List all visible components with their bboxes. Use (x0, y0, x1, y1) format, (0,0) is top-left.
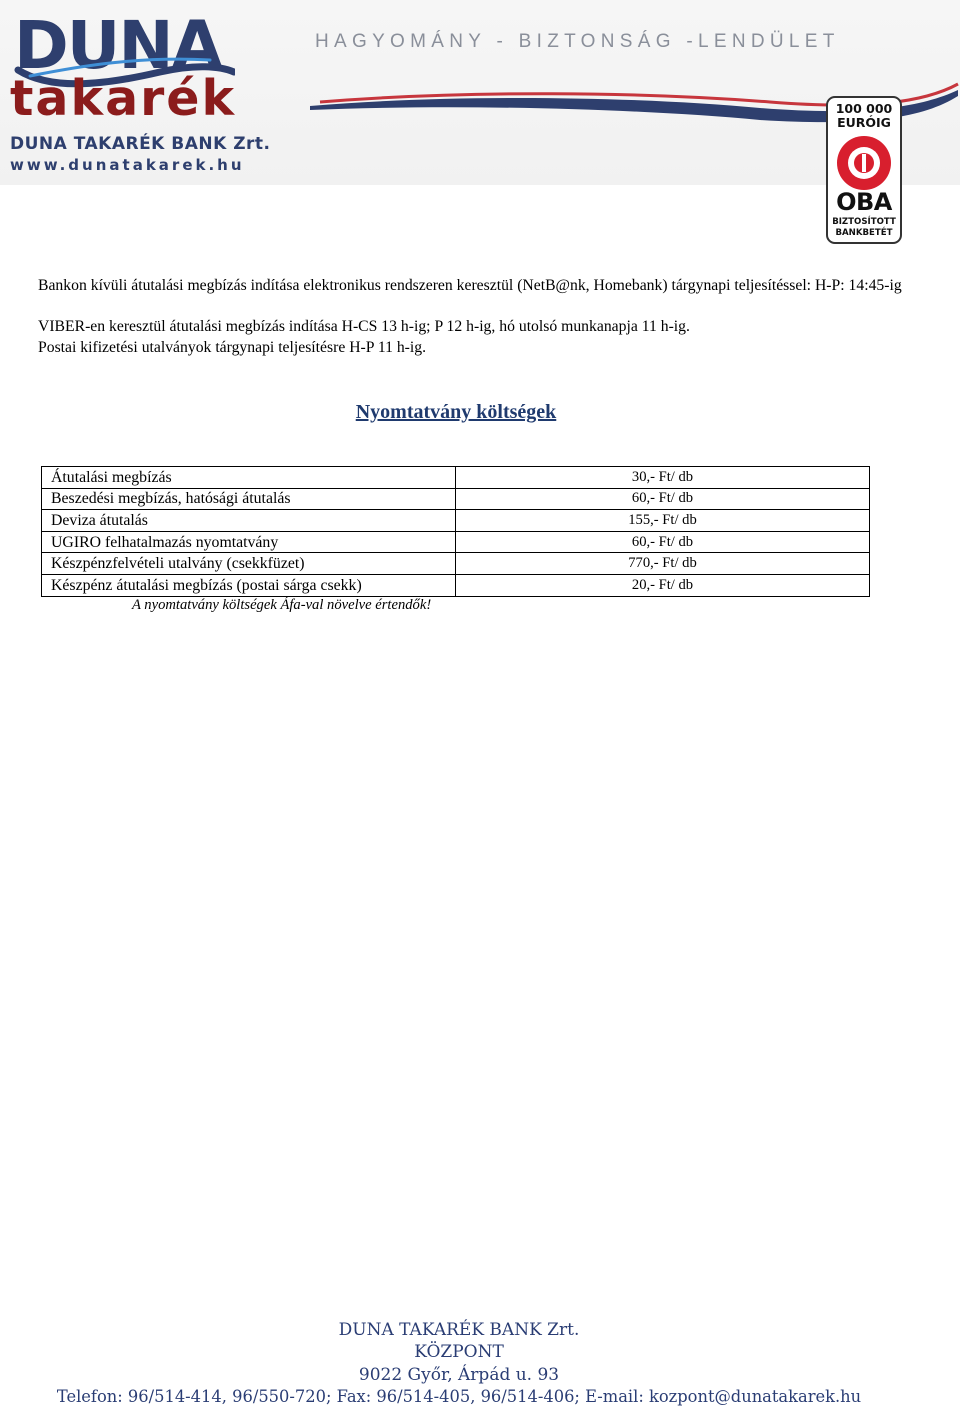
footer-address: 9022 Győr, Árpád u. 93 (358, 1364, 560, 1385)
cost-price: 60,- Ft/ db (456, 488, 870, 510)
cost-price: 770,- Ft/ db (456, 553, 870, 575)
table-row (42, 488, 870, 510)
oba-emblem-icon (835, 134, 893, 192)
tagline: HAGYOMÁNY - BIZTONSÁG -LENDÜLET (315, 31, 840, 52)
footer-office: KÖZPONT (414, 1342, 504, 1363)
table-row (42, 553, 870, 575)
cost-name: Átutalási megbízás (42, 467, 456, 489)
oba-subtitle: BIZTOSÍTOTT BANKBETÉT (832, 217, 896, 238)
oba-amount: 100 000 EURÓIG (835, 101, 893, 130)
cost-name: UGIRO felhatalmazás nyomtatvány (42, 531, 456, 553)
table-row (42, 574, 870, 596)
cost-name: Deviza átutalás (42, 510, 456, 532)
svg-text:DUNA: DUNA (14, 8, 221, 84)
footer (0, 1319, 918, 1408)
form-costs-table (41, 466, 870, 597)
section-title: Nyomtatvány költségek (355, 401, 557, 423)
cost-price: 20,- Ft/ db (456, 574, 870, 596)
oba-label: OBA (836, 188, 892, 216)
takarek-wordmark: takarék (10, 70, 237, 127)
cost-name: Készpénzfelvételi utalvány (csekkfüzet) (42, 553, 456, 575)
table-row (42, 510, 870, 532)
cost-price: 155,- Ft/ db (456, 510, 870, 532)
oba-deposit-badge (826, 96, 902, 244)
duna-takarek-logo (4, 4, 271, 176)
cost-price: 30,- Ft/ db (456, 467, 870, 489)
paragraph-postal: Postai kifizetési utalványok tárgynapi teljesítésre H-P 11 h-ig. (38, 339, 427, 356)
table-row (42, 531, 870, 553)
logo-bank-name: DUNA TAKARÉK BANK Zrt. (10, 134, 271, 154)
table-row (42, 467, 870, 489)
footer-contact: Telefon: 96/514-414, 96/550-720; Fax: 96/514-405, 96/514-406; E-mail: kozpont@dunatakarek.hu (56, 1386, 862, 1406)
footer-bank-name: DUNA TAKARÉK BANK Zrt. (338, 1320, 580, 1340)
logo-website: www.dunatakarek.hu (10, 156, 245, 174)
cost-name: Beszedési megbízás, hatósági átutalás (42, 488, 456, 510)
cost-price: 60,- Ft/ db (456, 531, 870, 553)
paragraph-viber: VIBER-en keresztül átutalási megbízás indítása H-CS 13 h-ig; P 12 h-ig, hó utolsó munkanapja 11 h-ig. (38, 318, 690, 335)
vat-note: A nyomtatvány költségek Áfa-val növelve értendők! (132, 597, 432, 613)
cost-name: Készpénz átutalási megbízás (postai sárga csekk) (42, 574, 456, 596)
paragraph-electronic-transfer: Bankon kívüli átutalási megbízás indítása elektronikus rendszeren keresztül (NetB@nk, Homebank) tárgynapi teljesítéssel: H-P: 14:45-ig (38, 277, 902, 294)
